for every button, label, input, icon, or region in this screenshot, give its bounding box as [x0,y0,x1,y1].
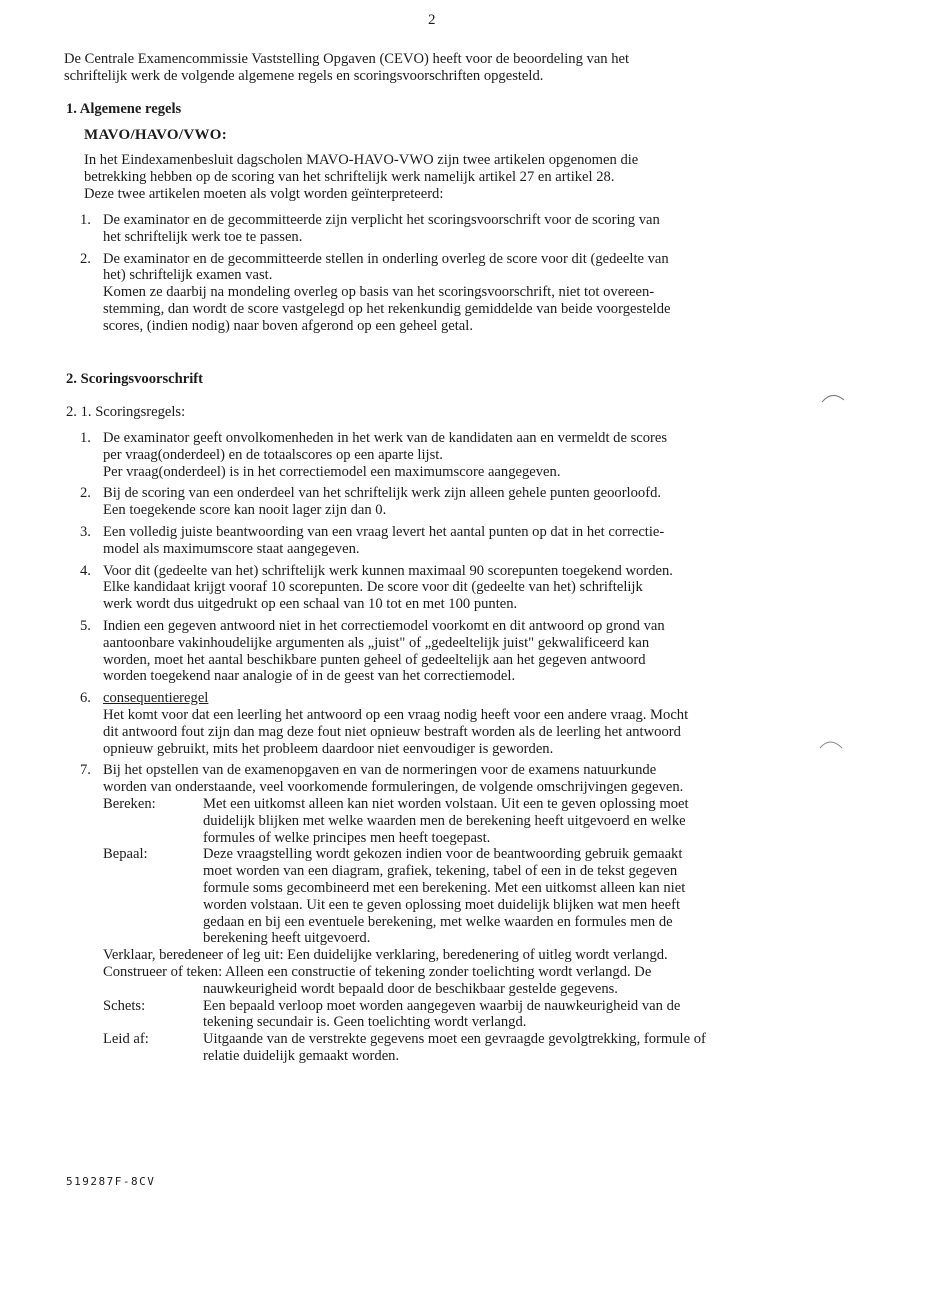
text-line: Deze vraagstelling wordt gekozen indien voor de beantwoording gebruik gemaakt [203,846,683,863]
definitions-block [103,796,706,1065]
list-item [80,618,706,685]
text-line: Elke kandidaat krijgt vooraf 10 scorepunten. De score voor dit (gedeelte van het) schriftelijk [103,579,643,596]
text-line: Een toegekende score kan nooit lager zijn dan 0. [103,502,387,519]
list-item [80,430,706,480]
text-line: dit antwoord fout zijn dan mag deze fout niet opnieuw bestraft worden als de leerling het antwoord [103,723,681,740]
list-item [80,485,706,519]
item-number: 5. [80,617,91,634]
text-line: worden van onderstaande, veel voorkomende formuleringen, de volgende omschrijvingen gegeven. [103,779,684,796]
definition [103,796,706,846]
list-item [80,524,706,558]
list-item [80,563,706,613]
text-line: stemming, dan wordt de score vastgelegd op het rekenkundig gemiddelde van beide voorgestelde [103,300,671,317]
text-line: worden, moet het aantal beschikbare punten geheel of gedeeltelijk aan het gegeven antwoord [103,651,646,668]
text-line: Uitgaande van de verstrekte gegevens moet een gevraagde gevolgtrekking, formule of [203,1031,706,1048]
construeer-definition [103,964,706,998]
text-line: nauwkeurigheid wordt bepaald door de beschikbaar gestelde gegevens. [203,980,618,997]
text-line: In het Eindexamenbesluit dagscholen MAVO-HAVO-VWO zijn twee artikelen opgenomen die [84,152,639,168]
document-code: 519287F-8CV [66,1175,156,1188]
text-line: per vraag(onderdeel) en de totaalscores op een aparte lijst. [103,446,443,463]
margin-mark [820,392,846,404]
text-line: opnieuw gebruikt, mits het probleem daardoor niet eenvoudiger is geworden. [103,740,554,757]
list-item [80,690,706,757]
text-line: Komen ze daarbij na mondeling overleg op basis van het scoringsvoorschrift, niet tot overeen- [103,284,655,301]
definition-term: Leid af: [103,1031,149,1048]
text-line: Construeer of teken: Alleen een constructie of tekening zonder toelichting wordt verlangd. De [103,963,652,980]
text-line: werk wordt dus uitgedrukt op een schaal van 10 tot en met 100 punten. [103,596,518,613]
text-line: Indien een gegeven antwoord niet in het correctiemodel voorkomt en dit antwoord op grond van [103,617,665,634]
list-item [80,762,706,796]
item-number: 3. [80,523,91,540]
text-line: berekening heeft uitgevoerd. [203,930,371,947]
item-number: 4. [80,562,91,579]
section2-subheading: 2. 1. Scoringsregels: [66,404,186,420]
section2-list [80,430,706,1065]
item-number: 2. [80,485,91,502]
text-line: Bij de scoring van een onderdeel van het schriftelijk werk zijn alleen gehele punten geoorloofd. [103,485,662,502]
page-number: 2 [428,12,436,28]
list-item [80,251,671,335]
section1-heading: 1. Algemene regels [66,101,182,117]
intro-line: schriftelijk werk de volgende algemene regels en scoringsvoorschriften opgesteld. [64,67,544,84]
text-line: Bij het opstellen van de examenopgaven en van de normeringen voor de examens natuurkunde [103,762,657,779]
item-number: 6. [80,690,91,707]
text-line: model als maximumscore staat aangegeven. [103,540,360,557]
text-line: Een volledig juiste beantwoording van een vraag levert het aantal punten op dat in het correctie- [103,523,665,540]
definition-term: Bepaal: [103,846,148,863]
section1-subheading: MAVO/HAVO/VWO: [84,127,228,143]
text-line: De examinator geeft onvolkomenheden in het werk van de kandidaten aan en vermeldt de scores [103,430,668,446]
definition [103,846,706,947]
text-line: het) schriftelijk examen vast. [103,267,273,284]
text-line: betrekking hebben op de scoring van het schriftelijk werk namelijk artikel 27 en artikel 28. [84,168,615,185]
text-line: duidelijk blijken met welke waarden men de berekening heeft uitgevoerd en welke [203,812,686,829]
definition-term: Bereken: [103,795,156,812]
text-line: het schriftelijk werk toe te passen. [103,228,303,245]
text-line: gedaan en bij een eventuele berekening, met welke waarden en formules men de [203,913,673,930]
text-line: Een bepaald verloop moet worden aangegeven waarbij de nauwkeurigheid van de [203,997,681,1014]
intro-paragraph [64,51,629,85]
text-line: worden toegekend naar analogie of in de geest van het correctiemodel. [103,668,516,685]
item-number: 7. [80,762,91,779]
section1-list [80,212,671,335]
text-line: tekening secundair is. Geen toelichting wordt verlangd. [203,1014,527,1031]
item-number: 2. [80,250,91,267]
text-line: Met een uitkomst alleen kan niet worden volstaan. Uit een te geven oplossing moet [203,795,689,812]
text-line: De examinator en de gecommitteerde zijn verplicht het scoringsvoorschrift voor de scoring van [103,212,660,228]
definition [103,1031,706,1065]
intro-line: De Centrale Examencommissie Vaststelling Opgaven (CEVO) heeft voor de beoordeling van het [64,51,630,67]
text-line: formule soms gecombineerd met een berekening. Met een uitkomst alleen kan niet [203,879,686,896]
section1-paragraph [84,152,638,202]
text-line: Het komt voor dat een leerling het antwoord op een vraag nodig heeft voor een andere vraag. Mocht [103,706,689,723]
text-line: worden volstaan. Uit een te geven oplossing moet duidelijk blijken wat men heeft [203,896,681,913]
definition-term: Schets: [103,997,146,1014]
list-item [80,212,671,246]
section2-heading: 2. Scoringsvoorschrift [66,371,204,387]
text-line: relatie duidelijk gemaakt worden. [203,1047,400,1064]
item-number: 1. [80,430,91,446]
item-number: 1. [80,212,91,228]
text-line: formules of welke principes men heeft toegepast. [203,829,491,846]
text-line: De examinator en de gecommitteerde stellen in onderling overleg de score voor dit (gedeelte van [103,250,669,267]
text-line: Deze twee artikelen moeten als volgt worden geïnterpreteerd: [84,185,444,202]
item-title: consequentieregel [103,690,209,707]
verklaar-definition: Verklaar, beredeneer of leg uit: Een duidelijke verklaring, beredenering of uitleg wordt verlangd. [103,947,668,964]
margin-mark [818,738,844,752]
text-line: scores, (indien nodig) naar boven afgerond op een geheel getal. [103,317,473,334]
text-line: Voor dit (gedeelte van het) schriftelijk werk kunnen maximaal 90 scorepunten toegekend worden. [103,562,673,579]
definition [103,998,706,1032]
text-line: moet worden van een diagram, grafiek, tekening, tabel of een in de tekst gegeven [203,863,678,880]
text-line: aantoonbare vakinhoudelijke argumenten als „juist" of „gedeeltelijk juist" gekwalificeerd kan [103,634,650,651]
text-line: Per vraag(onderdeel) is in het correctiemodel een maximumscore aangegeven. [103,463,561,480]
